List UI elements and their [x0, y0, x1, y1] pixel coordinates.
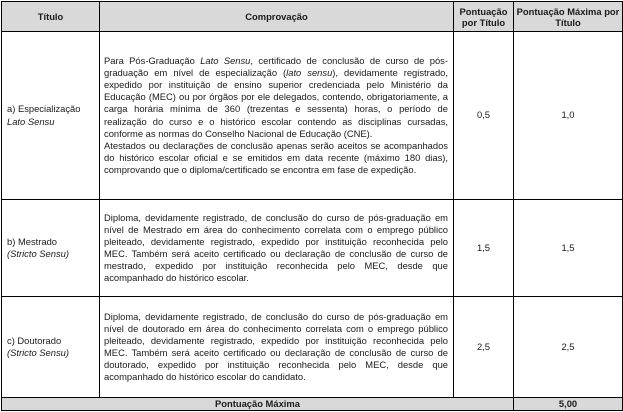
- row-especializacao: [2, 32, 623, 200]
- comprovacao-part-italic: Lato Sensu: [200, 55, 251, 67]
- pontuacao-table: [1, 1, 623, 411]
- pontuacao-cell: 2,5: [454, 297, 514, 398]
- pontuacao-cell: 1,5: [454, 200, 514, 297]
- pontuacao-maxima-cell: 1,5: [514, 200, 623, 297]
- titulo-label: c) Doutorado: [7, 334, 62, 346]
- header-pontuacao-maxima-por-titulo: Pontuação Máxima por Título: [514, 2, 623, 32]
- header-pontuacao-por-titulo: Pontuação por Título: [454, 2, 514, 32]
- comprovacao-cell: [100, 32, 454, 200]
- titulo-label: b) Mestrado: [7, 235, 58, 247]
- comprovacao-part-italic: lato sensu: [286, 67, 333, 79]
- pontuacao-cell: 0,5: [454, 32, 514, 200]
- comprovacao-part: ), devidamente registrado, expedido por instituição de ensino superior credenciada pelo Ministério da Educação (MEC) ou por órgãos por ele delegados, contendo, obrigatoriamente, a carga horária mínima de 360 (trezentas e sessenta) horas, o período de realização do curso e o histórico escolar contendo as disciplinas cursadas, conforme as normas do Conselho Nacional de Educação (CNE).: [104, 67, 448, 139]
- footer-total: 5,00: [514, 398, 623, 411]
- comprovacao-extra-text: Atestados ou declarações de conclusão apenas serão aceitos se acompanhados do histórico escolar oficial e se emitidos em data recente (máximo 180 dias), comprovando que o diploma/certificado se encontra em fase de expedição.: [104, 139, 448, 175]
- titulo-label: a) Especialização: [7, 103, 81, 115]
- titulo-sub-label: Lato Sensu: [7, 115, 55, 127]
- header-row: [2, 2, 623, 32]
- header-comprovacao: Comprovação: [100, 2, 454, 32]
- footer-row: [2, 398, 623, 411]
- comprovacao-cell: Diploma, devidamente registrado, de conclusão do curso de pós-graduação em nível de Mestrado em área do conhecimento correlata com o emprego público pleiteado, devidamente registrado, expedido por instituição reconhecida pelo MEC. Também será aceito certificado ou declaração de conclusão de curso de mestrado, expedido por instituição reconhecida pelo MEC, desde que acompanhado do histórico escolar.: [100, 200, 454, 297]
- comprovacao-part: , certificado de conclusão de curso de pós-graduação em nível de especialização (: [104, 55, 448, 79]
- comprovacao-cell: Diploma, devidamente registrado, de conclusão do curso de pós-graduação em nível de doutorado em área do conhecimento correlata com o emprego público pleiteado, devidamente registrado, expedido por instituição reconhecida pelo MEC. Também será aceito certificado ou declaração de conclusão de curso de doutorado, expedido por instituição reconhecida pelo MEC, desde que acompanhado do histórico escolar do candidato.: [100, 297, 454, 398]
- row-doutorado: [2, 297, 623, 398]
- header-titulo: Título: [2, 2, 100, 32]
- titulo-sub-label: (Stricto Sensu): [7, 248, 69, 259]
- comprovacao-part: Para Pós-Graduação: [104, 55, 201, 67]
- titulo-cell: [2, 32, 100, 200]
- titulo-cell: [2, 297, 100, 398]
- pontuacao-maxima-cell: 1,0: [514, 32, 623, 200]
- row-mestrado: [2, 200, 623, 297]
- titulo-cell: [2, 200, 100, 297]
- pontuacao-maxima-cell: 2,5: [514, 297, 623, 398]
- footer-label: Pontuação Máxima: [2, 398, 514, 411]
- titulo-sub-label: (Stricto Sensu): [7, 347, 69, 358]
- comprovacao-text: [104, 55, 448, 140]
